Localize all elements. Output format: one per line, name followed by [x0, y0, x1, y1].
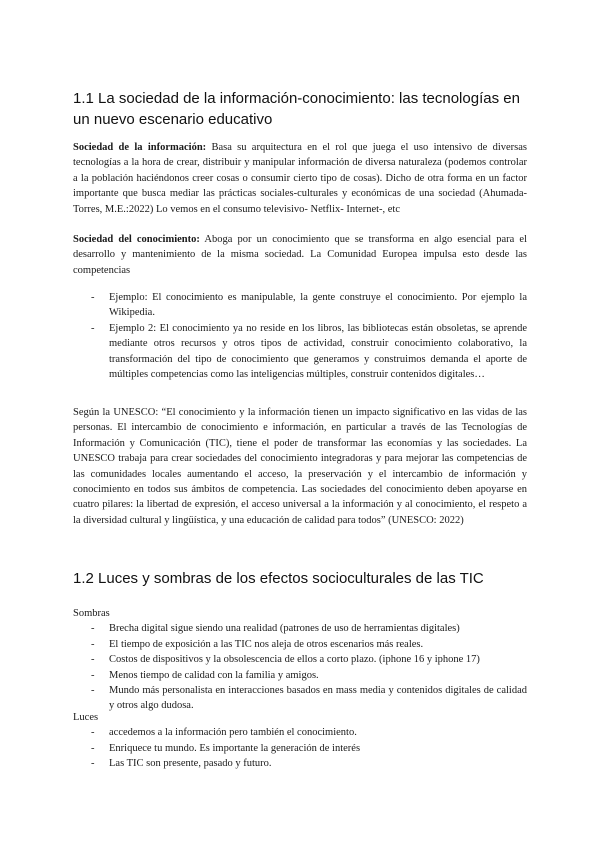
sombras-label: Sombras — [73, 608, 110, 619]
unesco-quote: Según la UNESCO: “El conocimiento y la información tienen un impacto significativo en las vidas de las personas. El intercambio de conocimiento e información, en particular a través de las Tecnologías de Información y Comunicación (TIC), tiene el poder de transformar las economías y las sociedades. La UNESCO trabaja para crear sociedades del conocimiento integradoras y para mejorar las competencias de las comunidades locales aumentando el acceso, la preservación y el intercambio de información y conocimiento en todos sus ámbitos de competencia. Las sociedades del conocimiento deben apoyarse en cuatro pilares: la libertad de expresión, el acceso universal a la información y al conocimiento, el respeto a la diversidad cultural y lingüística, y una educación de calidad para todos” (UNESCO: 2022) — [73, 407, 527, 526]
sombra-item-text: Brecha digital sigue siendo una realidad (patrones de uso de herramientas digitales) — [109, 623, 460, 635]
bullet-dash: - — [91, 322, 95, 334]
section-1-heading-block — [73, 88, 527, 130]
bullet-dash: - — [91, 669, 95, 681]
bullet-dash: - — [91, 623, 95, 635]
term-sociedad-informacion: Sociedad de la información: — [73, 142, 207, 153]
luz-item-text: Enriquece tu mundo. Es importante la generación de interés — [109, 742, 361, 754]
paragraph-2 — [73, 232, 527, 278]
paragraph-sociedad-conocimiento — [73, 232, 527, 278]
bullet-dash: - — [91, 638, 95, 650]
section-2-heading: 1.2 Luces y sombras de los efectos socioculturales de las TIC — [73, 570, 484, 587]
example-1-text: Ejemplo: El conocimiento es manipulable, la gente construye el conocimiento. Por ejemplo la Wikipedia. — [109, 292, 527, 319]
list-item — [91, 668, 527, 683]
bullet-dash: - — [91, 654, 95, 666]
sombra-item-text: Costos de dispositivos y la obsolescencia de ellos a corto plazo. (iphone 16 y iphone 17) — [109, 654, 480, 666]
paragraph-1-text: Basa su arquitectura en el rol que juega el uso intensivo de diversas tecnologías a la hora de crear, distribuir y manipular información de diversa naturaleza (podemos controlar a la población haciéndonos creer cosas o consumir cierto tipo de cosas). Dicho de otra forma en un factor importante que busca mediar las prácticas sociales-culturales y económicas de una sociedad (Ahumada-Torres, M.E.:2022) Lo vemos en el consumo televisivo- Netflix- Internet-, etc — [73, 142, 527, 215]
list-item — [91, 290, 527, 321]
list-item — [91, 756, 527, 771]
paragraph-sociedad-informacion — [73, 140, 527, 217]
paragraph-1 — [73, 140, 527, 217]
list-item — [91, 741, 527, 756]
list-item — [91, 652, 527, 667]
bullet-dash: - — [91, 292, 95, 303]
paragraph-unesco — [73, 405, 527, 528]
bullet-dash: - — [91, 742, 95, 754]
sombra-item-text: Mundo más personalista en interacciones basados en mass media y contenidos digitales de calidad y otros algo dudosa. — [109, 685, 527, 712]
sombras-list — [91, 621, 527, 713]
list-item — [91, 621, 527, 636]
examples-list — [91, 290, 527, 382]
luces-list — [91, 725, 527, 771]
luz-item-text: accedemos a la información pero también el conocimiento. — [109, 727, 357, 739]
list-item — [91, 637, 527, 652]
bullet-dash: - — [91, 685, 95, 697]
bullet-dash: - — [91, 727, 95, 739]
luces-block — [73, 710, 527, 772]
sombra-item-text: El tiempo de exposición a las TIC nos aleja de otros escenarios más reales. — [109, 638, 424, 650]
bullet-dash: - — [91, 758, 95, 770]
examples-list-block — [91, 290, 527, 382]
sombras-block — [73, 606, 527, 714]
luz-item-text: Las TIC son presente, pasado y futuro. — [109, 758, 272, 770]
term-sociedad-conocimiento: Sociedad del conocimiento: — [73, 234, 200, 245]
example-2-text: Ejemplo 2: El conocimiento ya no reside en los libros, las bibliotecas están obsoletas, se aprende mediante otros recursos y otros tipos de actividad, construir conocimiento colaborativo, la transformación del tipo de conocimiento que generamos y construimos demanda el aporte de múltiples competencias como las inteligencias múltiples, construir contenidos digitales… — [109, 322, 527, 381]
sombra-item-text: Menos tiempo de calidad con la familia y amigos. — [109, 669, 319, 681]
section-1-heading: 1.1 La sociedad de la información-conocimiento: las tecnologías en un nuevo escenario educativo — [73, 90, 520, 128]
list-item — [91, 725, 527, 740]
luces-label: Luces — [73, 712, 99, 723]
list-item — [91, 321, 527, 383]
paragraph-2-text: Aboga por un conocimiento que se transforma en algo esencial para el desarrollo y mantenimiento de la misma sociedad. La Comunidad Europea impulsa esto desde las competencias — [73, 234, 527, 276]
section-2-heading-block — [73, 568, 527, 589]
